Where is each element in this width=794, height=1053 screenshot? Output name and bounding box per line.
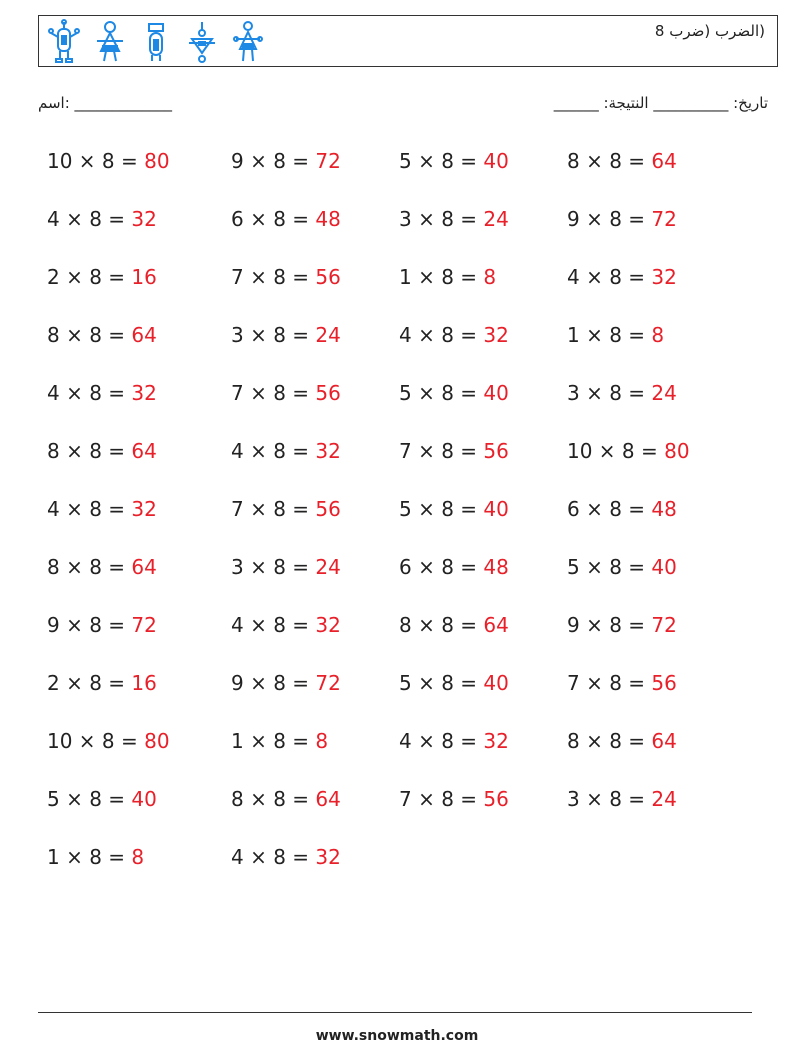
problem-answer: 72 bbox=[315, 671, 341, 695]
problem-question: 9 × 8 = bbox=[567, 613, 652, 637]
problem-item bbox=[567, 259, 735, 317]
problem-item bbox=[567, 491, 735, 549]
problem-item bbox=[399, 549, 567, 607]
problem-answer: 32 bbox=[315, 845, 341, 869]
problem-answer: 80 bbox=[144, 729, 170, 753]
problem-question: 3 × 8 = bbox=[567, 381, 652, 405]
problem-question: 4 × 8 = bbox=[399, 729, 484, 753]
problem-question: 8 × 8 = bbox=[567, 729, 652, 753]
problem-answer: 48 bbox=[483, 555, 509, 579]
problem-answer: 80 bbox=[144, 149, 170, 173]
problem-item bbox=[399, 143, 567, 201]
worksheet-header bbox=[38, 15, 778, 67]
problem-item bbox=[567, 665, 735, 723]
problem-question: 8 × 8 = bbox=[567, 149, 652, 173]
problem-answer: 56 bbox=[483, 787, 509, 811]
problem-answer: 32 bbox=[315, 613, 341, 637]
problem-question: 9 × 8 = bbox=[231, 149, 316, 173]
robot-icon-4 bbox=[185, 19, 219, 65]
problem-item bbox=[47, 781, 231, 839]
problem-answer: 8 bbox=[315, 729, 329, 753]
problem-question: 9 × 8 = bbox=[47, 613, 132, 637]
problem-question: 5 × 8 = bbox=[399, 671, 484, 695]
problem-question: 3 × 8 = bbox=[567, 787, 652, 811]
problem-answer: 56 bbox=[483, 439, 509, 463]
problem-item bbox=[567, 143, 735, 201]
problem-question: 3 × 8 = bbox=[231, 555, 316, 579]
problem-answer: 32 bbox=[131, 207, 157, 231]
problem-answer: 64 bbox=[131, 323, 157, 347]
problem-answer: 32 bbox=[483, 729, 509, 753]
problem-item bbox=[567, 723, 735, 781]
problem-answer: 16 bbox=[131, 265, 157, 289]
problem-item bbox=[231, 723, 399, 781]
footer-url: www.snowmath.com bbox=[315, 1028, 479, 1044]
problem-answer: 16 bbox=[131, 671, 157, 695]
problem-question: 2 × 8 = bbox=[47, 265, 132, 289]
problem-answer: 56 bbox=[315, 497, 341, 521]
problem-answer: 40 bbox=[483, 149, 509, 173]
problem-item bbox=[567, 781, 735, 839]
footer-divider bbox=[38, 1012, 752, 1013]
problem-question: 5 × 8 = bbox=[399, 497, 484, 521]
robot-icon-3 bbox=[139, 19, 173, 65]
problem-question: 7 × 8 = bbox=[231, 265, 316, 289]
problem-answer: 24 bbox=[315, 555, 341, 579]
problem-answer: 56 bbox=[315, 265, 341, 289]
problem-answer: 64 bbox=[651, 149, 677, 173]
problem-question: 4 × 8 = bbox=[47, 497, 132, 521]
problem-answer: 40 bbox=[483, 671, 509, 695]
problem-question: 9 × 8 = bbox=[231, 671, 316, 695]
problem-item bbox=[47, 201, 231, 259]
problem-answer: 24 bbox=[651, 381, 677, 405]
problem-question: 1 × 8 = bbox=[399, 265, 484, 289]
date-score-field-label: ______ :تاريخ: __________ النتيجة bbox=[553, 94, 768, 112]
problem-item bbox=[47, 143, 231, 201]
problem-item bbox=[567, 607, 735, 665]
problem-question: 8 × 8 = bbox=[399, 613, 484, 637]
problem-item bbox=[399, 607, 567, 665]
problem-answer: 64 bbox=[483, 613, 509, 637]
problem-question: 4 × 8 = bbox=[231, 845, 316, 869]
problem-question: 7 × 8 = bbox=[231, 497, 316, 521]
problem-question: 6 × 8 = bbox=[231, 207, 316, 231]
problem-item bbox=[231, 549, 399, 607]
problem-question: 3 × 8 = bbox=[231, 323, 316, 347]
problem-answer: 72 bbox=[131, 613, 157, 637]
problem-answer: 24 bbox=[315, 323, 341, 347]
problem-question: 2 × 8 = bbox=[47, 671, 132, 695]
problem-item bbox=[47, 259, 231, 317]
problem-item bbox=[231, 433, 399, 491]
problem-question: 4 × 8 = bbox=[567, 265, 652, 289]
problem-question: 5 × 8 = bbox=[399, 381, 484, 405]
problem-answer: 8 bbox=[483, 265, 497, 289]
problem-answer: 24 bbox=[651, 787, 677, 811]
problem-item bbox=[231, 491, 399, 549]
problem-answer: 48 bbox=[651, 497, 677, 521]
problem-answer: 32 bbox=[315, 439, 341, 463]
problem-answer: 32 bbox=[131, 497, 157, 521]
problem-item bbox=[399, 201, 567, 259]
problem-item bbox=[231, 607, 399, 665]
problem-question: 4 × 8 = bbox=[231, 439, 316, 463]
worksheet-title: (الضرب (ضرب 8 bbox=[654, 22, 765, 40]
problem-answer: 72 bbox=[651, 207, 677, 231]
problem-answer: 64 bbox=[131, 555, 157, 579]
problem-item bbox=[399, 781, 567, 839]
problem-item bbox=[399, 259, 567, 317]
problem-item bbox=[231, 143, 399, 201]
problem-question: 6 × 8 = bbox=[399, 555, 484, 579]
problem-question: 8 × 8 = bbox=[47, 439, 132, 463]
problem-question: 7 × 8 = bbox=[399, 787, 484, 811]
problem-item bbox=[399, 375, 567, 433]
problem-item bbox=[567, 433, 735, 491]
problem-question: 10 × 8 = bbox=[47, 149, 145, 173]
problem-item bbox=[567, 317, 735, 375]
problem-question: 1 × 8 = bbox=[567, 323, 652, 347]
robot-icon-5 bbox=[231, 19, 265, 65]
problem-question: 4 × 8 = bbox=[231, 613, 316, 637]
problem-answer: 48 bbox=[315, 207, 341, 231]
problem-item bbox=[399, 491, 567, 549]
problem-question: 9 × 8 = bbox=[567, 207, 652, 231]
problem-item bbox=[47, 723, 231, 781]
problem-answer: 64 bbox=[315, 787, 341, 811]
problem-question: 4 × 8 = bbox=[399, 323, 484, 347]
name-field-label: اسم: _____________ bbox=[38, 94, 173, 112]
problem-question: 10 × 8 = bbox=[47, 729, 145, 753]
problem-item bbox=[47, 607, 231, 665]
problem-item bbox=[47, 491, 231, 549]
problem-item bbox=[231, 259, 399, 317]
robot-icon-2 bbox=[93, 19, 127, 65]
problem-item bbox=[567, 375, 735, 433]
problem-item bbox=[399, 433, 567, 491]
problem-item bbox=[567, 201, 735, 259]
robot-icon-1 bbox=[47, 19, 81, 65]
problem-question: 7 × 8 = bbox=[399, 439, 484, 463]
problem-item bbox=[399, 723, 567, 781]
problem-item bbox=[399, 665, 567, 723]
problem-question: 8 × 8 = bbox=[47, 323, 132, 347]
problem-question: 8 × 8 = bbox=[231, 787, 316, 811]
problem-item bbox=[231, 375, 399, 433]
problem-question: 1 × 8 = bbox=[47, 845, 132, 869]
problem-answer: 8 bbox=[651, 323, 665, 347]
problem-answer: 64 bbox=[131, 439, 157, 463]
problem-question: 5 × 8 = bbox=[47, 787, 132, 811]
problem-answer: 32 bbox=[131, 381, 157, 405]
problem-answer: 40 bbox=[131, 787, 157, 811]
problem-item bbox=[47, 317, 231, 375]
problem-item bbox=[231, 665, 399, 723]
problem-question: 1 × 8 = bbox=[231, 729, 316, 753]
problem-item bbox=[567, 549, 735, 607]
problem-answer: 80 bbox=[664, 439, 690, 463]
problem-item bbox=[231, 839, 399, 897]
problem-question: 10 × 8 = bbox=[567, 439, 665, 463]
problem-answer: 72 bbox=[651, 613, 677, 637]
problem-answer: 8 bbox=[131, 845, 145, 869]
problem-question: 5 × 8 = bbox=[567, 555, 652, 579]
problem-item bbox=[47, 549, 231, 607]
problem-answer: 64 bbox=[651, 729, 677, 753]
robot-icons bbox=[47, 19, 265, 65]
problem-answer: 32 bbox=[483, 323, 509, 347]
problem-answer: 40 bbox=[483, 381, 509, 405]
problem-question: 4 × 8 = bbox=[47, 207, 132, 231]
problem-question: 7 × 8 = bbox=[567, 671, 652, 695]
problem-item bbox=[47, 839, 231, 897]
problem-question: 4 × 8 = bbox=[47, 381, 132, 405]
problem-item bbox=[399, 317, 567, 375]
problem-item bbox=[231, 781, 399, 839]
problem-item bbox=[47, 433, 231, 491]
problem-question: 5 × 8 = bbox=[399, 149, 484, 173]
problem-item bbox=[231, 201, 399, 259]
problem-answer: 40 bbox=[483, 497, 509, 521]
problem-question: 8 × 8 = bbox=[47, 555, 132, 579]
problem-question: 7 × 8 = bbox=[231, 381, 316, 405]
problem-answer: 56 bbox=[651, 671, 677, 695]
problem-answer: 56 bbox=[315, 381, 341, 405]
problem-answer: 72 bbox=[315, 149, 341, 173]
problem-answer: 24 bbox=[483, 207, 509, 231]
problem-item bbox=[47, 375, 231, 433]
problem-question: 3 × 8 = bbox=[399, 207, 484, 231]
problem-question: 6 × 8 = bbox=[567, 497, 652, 521]
problem-answer: 40 bbox=[651, 555, 677, 579]
problem-grid bbox=[47, 143, 735, 897]
problem-item bbox=[231, 317, 399, 375]
problem-answer: 32 bbox=[651, 265, 677, 289]
problem-item bbox=[47, 665, 231, 723]
